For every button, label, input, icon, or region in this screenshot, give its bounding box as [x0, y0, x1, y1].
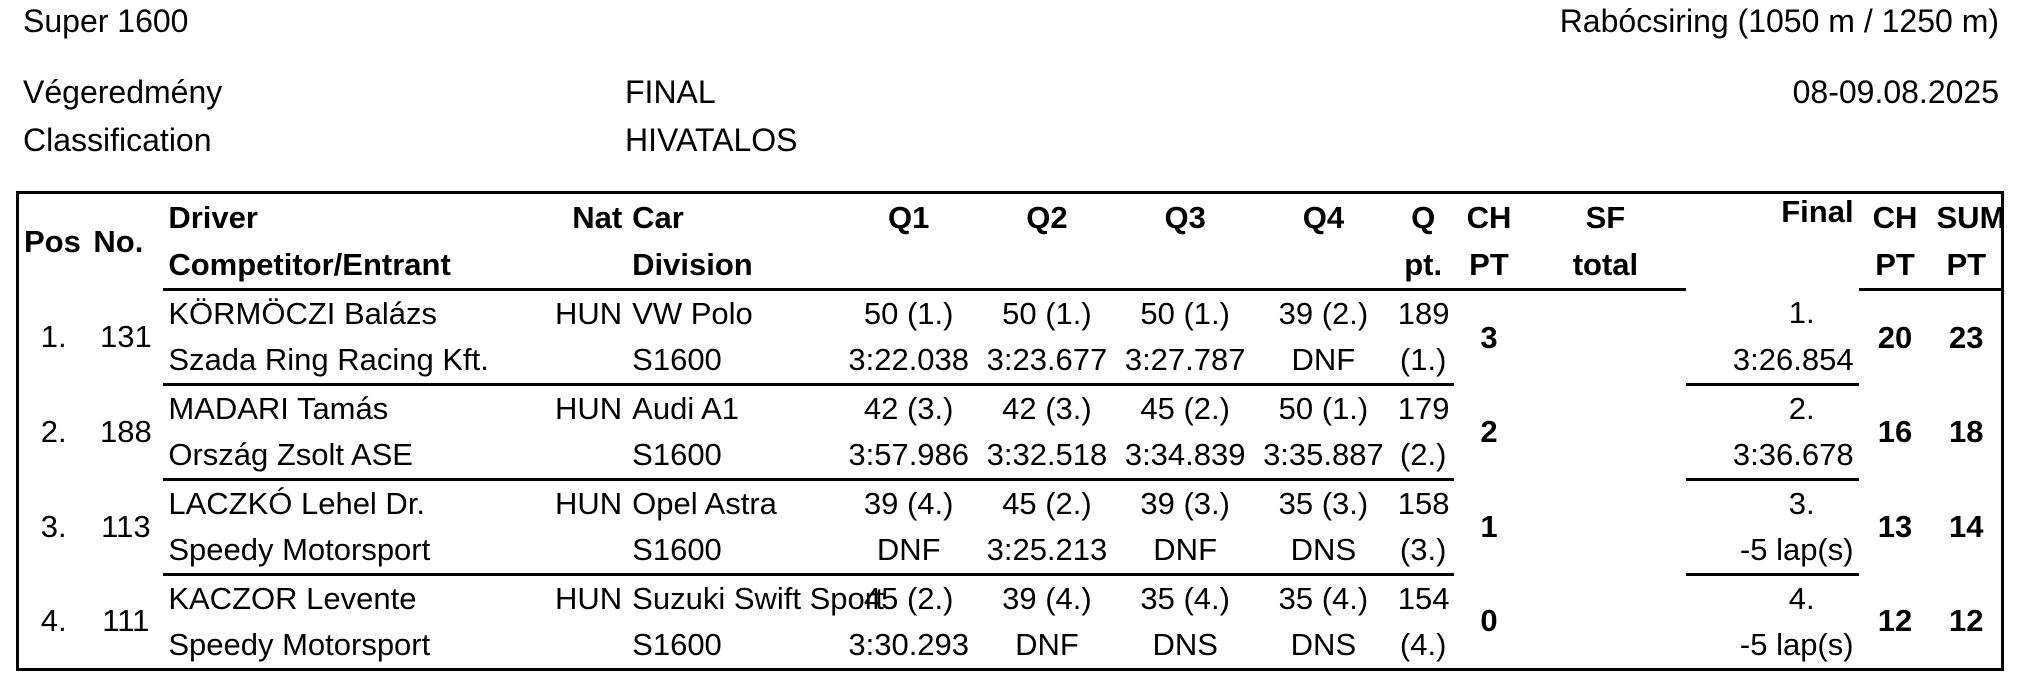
q1-time: 3:30.293 [848, 627, 970, 662]
pos: 2. [40, 414, 67, 449]
driver-name: KACZOR Levente [168, 581, 417, 616]
col-competitor: Competitor/Entrant [163, 241, 526, 290]
q3-points: 39 (3.) [1140, 486, 1230, 521]
q4-time: DNF [1254, 337, 1393, 385]
final-position: 3. [1788, 486, 1815, 521]
venue-title: Rabócsiring (1050 m / 1250 m) [1559, 3, 1999, 39]
final-position: 4. [1788, 581, 1815, 616]
final-time: 3:26.854 [1686, 337, 1858, 385]
q-total: 179 [1397, 391, 1450, 426]
ch-pt: 13 [1877, 509, 1913, 544]
q3-time: DNF [1116, 527, 1254, 575]
col-car: Car [632, 199, 684, 235]
table-row [18, 385, 2003, 433]
q-total: 189 [1397, 296, 1450, 331]
col-q-points-2: pt. [1393, 241, 1454, 290]
col-sum-2: PT [1932, 241, 2003, 290]
q4-points: 50 (1.) [1278, 391, 1369, 426]
q2-time: DNF [1015, 627, 1079, 662]
q3-points: 45 (2.) [1140, 391, 1230, 426]
table-row [18, 290, 2003, 338]
pos: 3. [40, 509, 67, 544]
q4-time: DNS [1290, 627, 1357, 662]
driver-name: KÖRMÖCZI Balázs [168, 296, 438, 331]
q4-points: 39 (2.) [1278, 296, 1369, 331]
q-rank: (4.) [1399, 627, 1447, 662]
header-row [18, 193, 2003, 242]
status-official: HIVATALOS [625, 122, 798, 158]
q1-time: DNF [840, 527, 978, 575]
col-ch: CH [1466, 199, 1512, 235]
sf-total [1524, 575, 1686, 670]
col-sum: SUM [1936, 199, 2006, 235]
table-row-2 [18, 527, 2003, 575]
q2-time: 3:23.677 [978, 337, 1117, 385]
competitor: Szada Ring Racing Kft. [163, 337, 526, 385]
ch-points: 3 [1480, 319, 1498, 355]
ch-points: 1 [1480, 509, 1498, 544]
nationality: HUN [554, 581, 623, 616]
col-sf-2: total [1524, 241, 1686, 290]
driver-name: LACZKÓ Lehel Dr. [168, 486, 426, 521]
q-total: 154 [1397, 581, 1450, 616]
col-driver: Driver [168, 199, 258, 235]
col-ch-2: PT [1454, 241, 1525, 290]
col-q4: Q4 [1302, 199, 1345, 235]
sf-total [1524, 385, 1686, 480]
col-q1: Q1 [888, 199, 930, 235]
title-en: Classification [23, 122, 212, 158]
q4-points: 35 (4.) [1278, 581, 1369, 616]
car-number: 131 [99, 319, 152, 354]
q2-time: 3:32.518 [978, 432, 1117, 480]
table-row-2 [18, 622, 2003, 670]
col-final: Final [1781, 194, 1854, 229]
q-rank: (2.) [1393, 432, 1454, 480]
q1-points: 50 (1.) [863, 296, 954, 331]
table-row [18, 575, 2003, 623]
q4-points: 35 (3.) [1278, 486, 1369, 521]
q-total: 158 [1397, 486, 1450, 521]
car-model: Suzuki Swift Sport [632, 581, 884, 616]
col-nat: Nat [572, 199, 623, 235]
sum-pt: 18 [1949, 414, 1984, 449]
ch-pt: 12 [1877, 603, 1913, 639]
nationality: HUN [554, 296, 623, 331]
ch-pt: 20 [1877, 319, 1913, 355]
final-position: 2. [1788, 391, 1815, 426]
col-chpt-2: PT [1859, 241, 1932, 290]
competitor: Ország Zsolt ASE [163, 432, 526, 480]
col-q2: Q2 [1026, 199, 1068, 235]
division: S1600 [632, 627, 722, 662]
col-pos: Pos [24, 223, 81, 259]
car-model: Opel Astra [632, 486, 777, 521]
q2-points: 50 (1.) [1002, 296, 1092, 331]
q2-points: 45 (2.) [1002, 486, 1092, 521]
q-rank: (1.) [1393, 337, 1454, 385]
q4-time: 3:35.887 [1254, 432, 1393, 480]
col-chpt: CH [1872, 199, 1918, 235]
nationality: HUN [554, 391, 623, 426]
title-hu: Végeredmény [23, 74, 223, 110]
car-model: Audi A1 [632, 391, 740, 426]
sum-pt: 23 [1949, 319, 1984, 355]
final-time: 3:36.678 [1686, 432, 1858, 480]
car-number: 113 [101, 509, 151, 544]
final-time: -5 lap(s) [1686, 527, 1858, 575]
event-dates: 08-09.08.2025 [1792, 74, 1999, 110]
q-rank: (3.) [1393, 527, 1454, 575]
division: S1600 [627, 527, 840, 575]
pos: 4. [40, 603, 67, 639]
sum-pt: 12 [1949, 603, 1984, 639]
q2-points: 42 (3.) [1002, 391, 1092, 426]
ch-points: 2 [1480, 414, 1498, 449]
q3-points: 35 (4.) [1140, 581, 1230, 616]
col-no: No. [93, 223, 144, 259]
competitor: Speedy Motorsport [168, 627, 431, 662]
col-q-points: Q [1411, 199, 1436, 235]
division: S1600 [627, 432, 840, 480]
table-row-2 [18, 337, 2003, 385]
ch-pt: 16 [1877, 414, 1913, 449]
q4-time: DNS [1254, 527, 1393, 575]
category-title: Super 1600 [23, 3, 189, 39]
q1-points: 42 (3.) [863, 391, 954, 426]
final-time: -5 lap(s) [1739, 627, 1854, 662]
table-row-2 [18, 432, 2003, 480]
status-final: FINAL [625, 74, 716, 110]
q2-points: 39 (4.) [1002, 581, 1092, 616]
car-model: VW Polo [632, 296, 753, 331]
sf-total [1524, 290, 1686, 385]
pos: 1. [40, 319, 67, 354]
competitor: Speedy Motorsport [163, 527, 526, 575]
q3-points: 50 (1.) [1140, 296, 1230, 331]
table-row [18, 480, 2003, 528]
q1-time: 3:22.038 [840, 337, 978, 385]
sf-total [1524, 480, 1686, 575]
col-sf: SF [1585, 199, 1626, 235]
division: S1600 [627, 337, 840, 385]
nationality: HUN [554, 486, 623, 521]
q3-time: DNS [1152, 627, 1218, 662]
col-division: Division [627, 241, 840, 290]
car-number: 188 [99, 414, 152, 449]
final-position: 1. [1788, 295, 1815, 331]
q1-points: 45 (2.) [863, 581, 954, 616]
q1-points: 39 (4.) [863, 486, 954, 521]
q3-time: 3:34.839 [1116, 432, 1254, 480]
car-number: 111 [102, 603, 150, 639]
driver-name: MADARI Tamás [168, 391, 389, 426]
q2-time: 3:25.213 [978, 527, 1117, 575]
sum-pt: 14 [1949, 509, 1984, 544]
ch-points: 0 [1480, 603, 1498, 639]
q1-time: 3:57.986 [840, 432, 978, 480]
col-q3: Q3 [1164, 199, 1206, 235]
results-table [16, 191, 2004, 671]
q3-time: 3:27.787 [1116, 337, 1254, 385]
